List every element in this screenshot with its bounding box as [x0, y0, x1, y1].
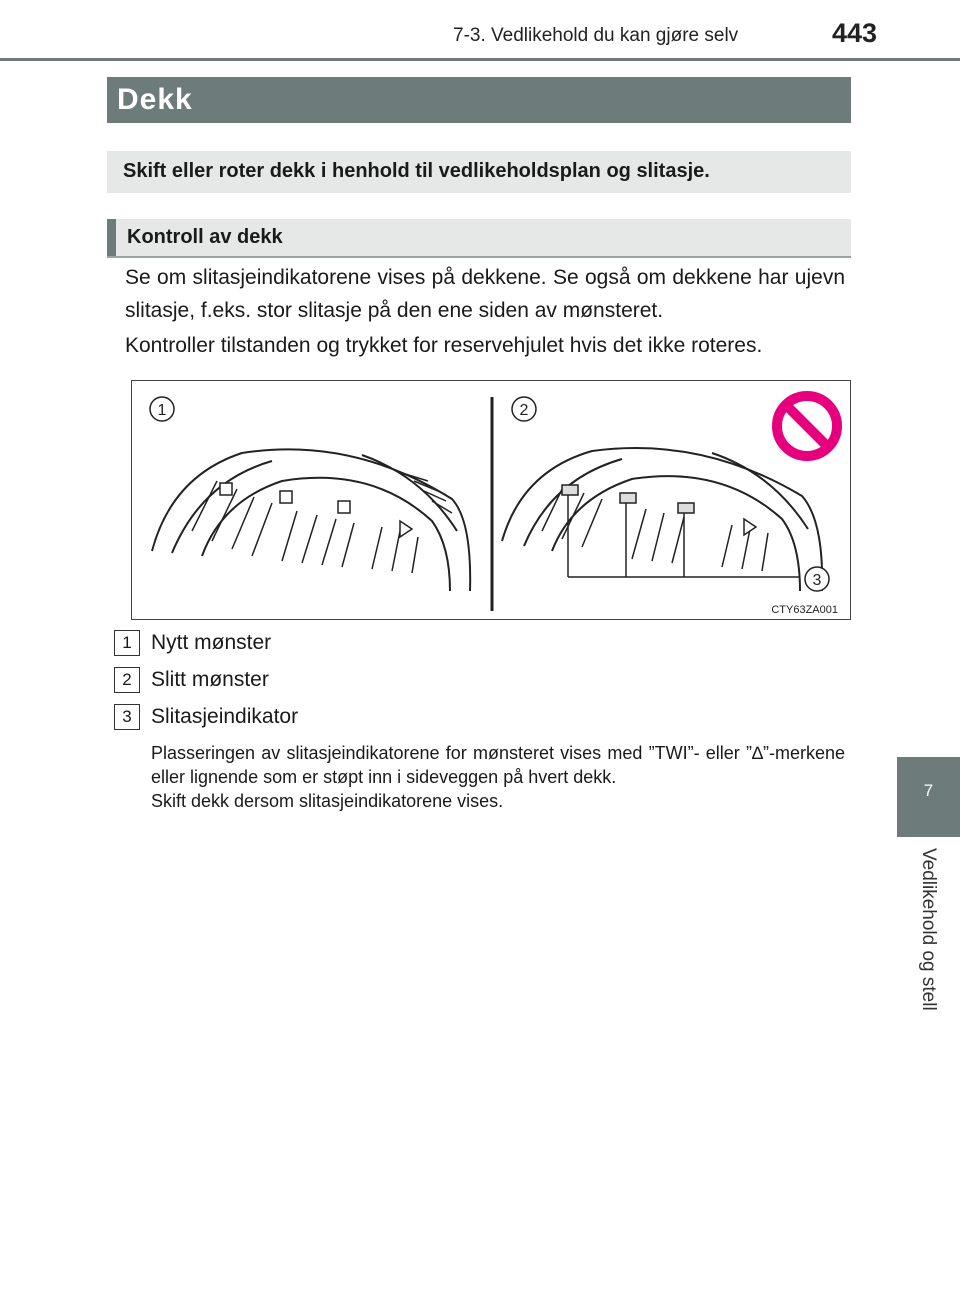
legend-item-1	[114, 630, 271, 656]
body-paragraph-1: Se om slitasjeindikatorene vises på dekkene. Se også om dekkene har ujevn slitasje, f.eks. stor slitasje på den ene siden av mønsteret.	[125, 266, 845, 322]
page-number: 443	[832, 18, 878, 48]
callout-3	[805, 567, 829, 591]
note-line-2: Skift dekk dersom slitasjeindikatorene vises.	[151, 791, 504, 811]
subsection-marker	[107, 219, 116, 256]
tire-illustration	[131, 380, 851, 620]
callout-1-label: 1	[157, 402, 167, 419]
new-tread-tire	[152, 449, 470, 591]
callout-3-label: 3	[812, 572, 822, 589]
header-section-title: 7-3. Vedlikehold du kan gjøre selv	[453, 25, 739, 46]
note-line-1: Plasseringen av slitasjeindikatorene for mønsteret vises med ”TWI”- eller ”∆”-merkene eller lignende som er støpt inn i sideveggen på hvert dekk.	[151, 743, 845, 787]
subsection-heading	[107, 219, 851, 258]
subsection-title: Kontroll av dekk	[127, 226, 283, 248]
header-rule	[0, 58, 960, 61]
chapter-number: 7	[923, 781, 934, 800]
figure-code: CTY63ZA001	[771, 604, 838, 616]
legend-text-1: Nytt mønster	[151, 631, 272, 654]
callout-1	[150, 397, 174, 421]
legend-number-2: 2	[114, 667, 140, 693]
worn-tread-tire	[502, 448, 822, 591]
tire-illustration-svg	[132, 381, 850, 619]
legend-text-2: Slitt mønster	[151, 668, 269, 691]
legend-text-3: Slitasjeindikator	[151, 705, 299, 728]
legend-number-1: 1	[114, 630, 140, 656]
new-tread-blocks	[220, 483, 350, 513]
chapter-tab	[897, 757, 960, 837]
legend-item-2	[114, 667, 269, 693]
wear-indicator-triangle-icon	[400, 521, 412, 537]
intro-box	[107, 151, 851, 193]
page-title-bar	[107, 77, 851, 123]
intro-text: Skift eller roter dekk i henhold til vedlikeholdsplan og slitasje.	[123, 160, 710, 182]
callout-2-label: 2	[519, 402, 529, 419]
page-title: Dekk	[117, 83, 193, 116]
legend-number-3: 3	[114, 704, 140, 730]
body-paragraph-2: Kontroller tilstanden og trykket for reservehjulet hvis det ikke roteres.	[125, 334, 763, 357]
chapter-label: Vedlikehold og stell	[918, 848, 939, 1011]
legend-item-3	[114, 704, 298, 730]
callout-2	[512, 397, 536, 421]
chapter-tab-label-area	[897, 838, 960, 1038]
prohibition-icon	[777, 396, 837, 456]
wear-indicator-note	[151, 741, 845, 813]
